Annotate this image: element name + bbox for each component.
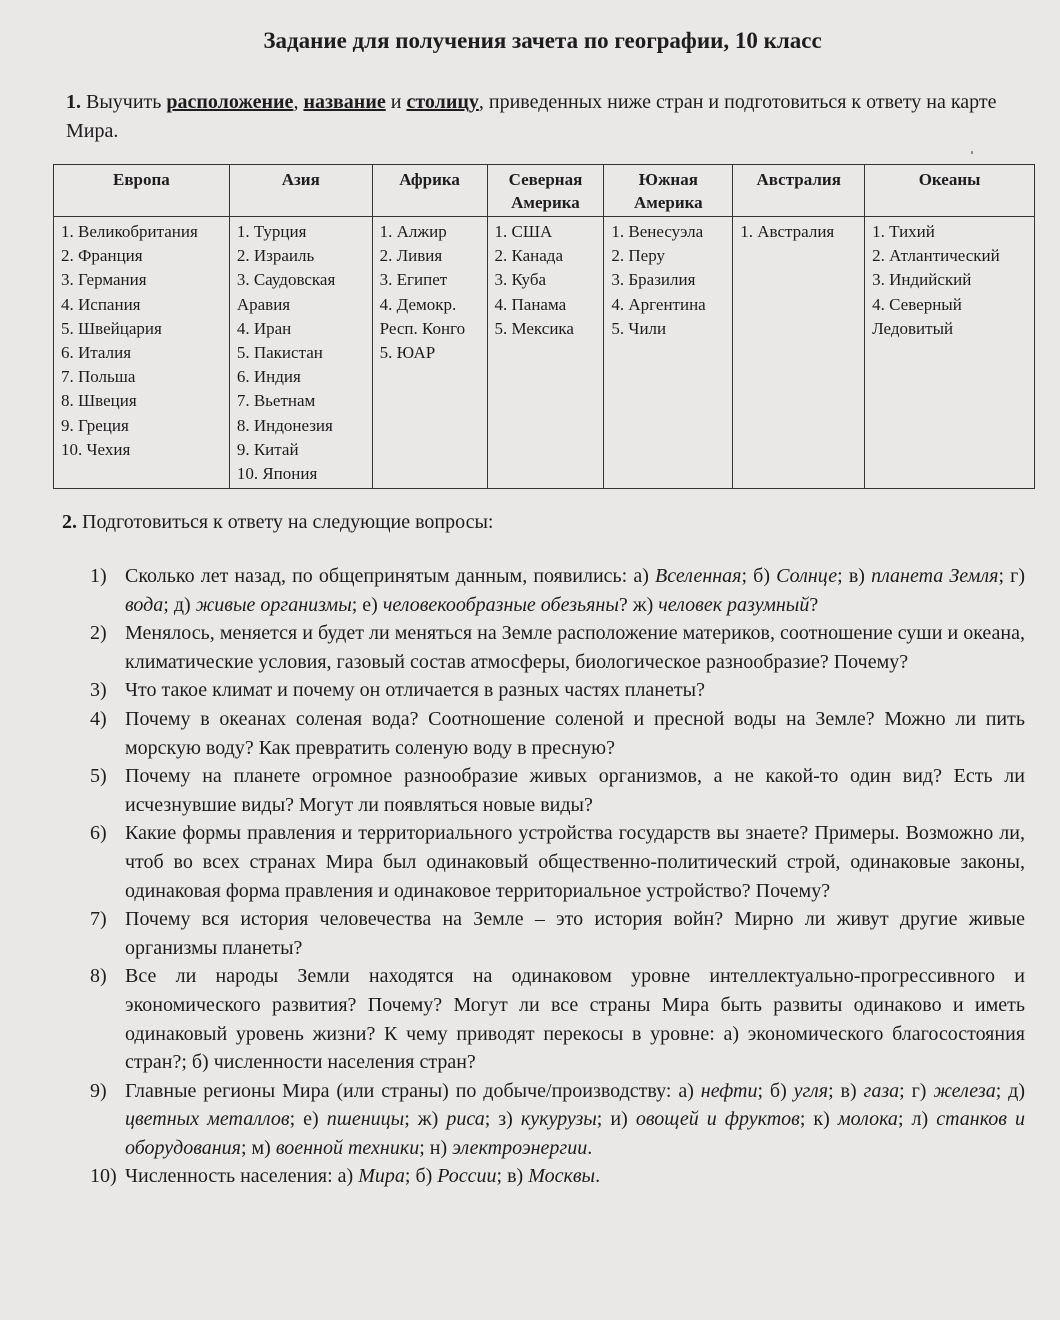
- question-italic-term: Солнце: [776, 565, 838, 587]
- question-text: Что такое климат и почему он отличается в разных частях планеты?: [125, 679, 705, 702]
- table-row: [54, 217, 1035, 489]
- country-item: 6. Индия: [236, 367, 301, 387]
- country-item: 9. Китай: [236, 439, 299, 459]
- question-number: 3): [90, 679, 107, 702]
- country-item: 5. Мексика: [494, 318, 574, 338]
- question-italic-term: молока: [837, 1108, 898, 1131]
- question-text: ; д): [995, 1079, 1025, 1102]
- country-item: 2. Франция: [61, 246, 143, 266]
- question-italic-term: Москвы: [528, 1165, 596, 1188]
- section-1-text: Выучить: [81, 91, 167, 113]
- header-north-america: Северная Америка: [487, 165, 604, 217]
- question-item: [90, 562, 1025, 619]
- question-text: ; н): [419, 1136, 453, 1159]
- header-europe: Европа: [54, 165, 230, 217]
- question-text: ; б): [404, 1165, 438, 1188]
- country-item: 2. Ливия: [379, 246, 443, 266]
- pen-mark: ˌ: [969, 134, 975, 154]
- question-italic-term: вода: [125, 593, 164, 616]
- column-africa: [372, 217, 487, 489]
- column-europe: [54, 217, 230, 489]
- question-text: Почему в океанах соленая вода? Соотношение соленой и пресной воды на Земле? Можно ли пить морскую воду? Как превратить соленую воду в пресную?: [125, 707, 1025, 759]
- header-oceans: Океаны: [865, 165, 1035, 217]
- questions-list: [90, 562, 1025, 1191]
- question-item: [90, 705, 1025, 762]
- country-item: 1. Тихий: [872, 222, 935, 241]
- question-text: Почему на планете огромное разнообразие живых организмов, а не какой-то один вид? Есть ли исчезнувшие виды? Могут ли появляться новые виды?: [125, 765, 1025, 816]
- country-item: 1. Великобритания: [61, 222, 198, 241]
- question-text: Сколько лет назад, по общепринятым данным, появились: а): [125, 565, 656, 587]
- question-text: .: [595, 1165, 601, 1188]
- question-item: [90, 1162, 1025, 1191]
- country-item: 5. Чили: [611, 318, 667, 338]
- question-item: [90, 905, 1025, 962]
- section-1: [66, 88, 1031, 146]
- question-number: 2): [90, 622, 107, 645]
- question-text: Все ли народы Земли находятся на одинаковом уровне интеллектуально-прогрессивного и экономического развития? Почему? Могут ли все страны Мира быть развиты одинаково и иметь одинаковый уровень жизни? К чему приводят перекосы в уровне: а) экономического благосостояния стран?; б) численности населения стран?: [125, 965, 1025, 1074]
- section-2: [62, 511, 493, 534]
- question-italic-term: железа: [933, 1079, 996, 1102]
- question-italic-term: человекообразные обезьяны: [382, 593, 619, 616]
- question-item: [90, 762, 1025, 819]
- question-text: ; г): [899, 1079, 934, 1102]
- question-text: Какие формы правления и территориального устройства государств вы знаете? Примеры. Возможно ли, чтоб во всех странах Мира был одинаковый общественно-политический строй, одинаковые законы, одинаковая форма правления и одинаковое территориальное устройство? Почему?: [125, 822, 1025, 902]
- question-italic-term: риса: [446, 1108, 485, 1131]
- section-1-text: , приведенных ниже стран и подготовиться к ответу на карте Мира.: [66, 91, 997, 142]
- question-text: ; б): [741, 565, 777, 587]
- country-item: 7. Вьетнам: [236, 391, 316, 411]
- country-item: 2. Канада: [494, 246, 563, 266]
- country-item: 1. США: [494, 222, 553, 241]
- country-item: 4. Северный Ледовитый: [872, 294, 962, 338]
- country-item: 4. Иран: [236, 318, 292, 338]
- page-title: Задание для получения зачета по географии, 10 класс: [263, 28, 822, 53]
- question-text: Численность населения: а): [125, 1165, 359, 1188]
- section-1-text: и: [385, 91, 407, 113]
- column-oceans: [865, 217, 1035, 489]
- question-text: .: [587, 1136, 593, 1159]
- section-2-text: Подготовиться к ответу на следующие вопросы:: [77, 511, 494, 533]
- question-text: ; д): [163, 593, 196, 616]
- header-australia: Австралия: [733, 165, 865, 217]
- country-item: 4. Демокр. Респ. Конго: [379, 294, 466, 338]
- country-item: 2. Перу: [611, 246, 665, 266]
- question-text: ; е): [351, 593, 383, 616]
- country-item: 6. Италия: [61, 343, 132, 363]
- country-item: 4. Панама: [494, 294, 567, 314]
- header-asia: Азия: [229, 165, 372, 217]
- underlined-capital: столицу: [406, 91, 479, 113]
- question-italic-term: живые организмы: [195, 593, 352, 616]
- country-item: 2. Израиль: [236, 246, 315, 266]
- question-text: Главные регионы Мира (или страны) по добыче/производству: а): [125, 1079, 701, 1102]
- question-italic-term: овощей и фруктов: [635, 1108, 800, 1131]
- question-italic-term: газа: [863, 1079, 900, 1102]
- question-text: ; в): [828, 1079, 864, 1102]
- question-text: ; в): [837, 565, 872, 587]
- header-africa: Африка: [372, 165, 487, 217]
- question-text: ; ж): [404, 1108, 447, 1131]
- question-number: 6): [90, 822, 107, 845]
- country-item: 8. Индонезия: [236, 415, 333, 435]
- question-text: Почему вся история человечества на Земле – это история войн? Мирно ли живут другие живые организмы планеты?: [125, 908, 1025, 959]
- question-text: ; г): [998, 565, 1026, 587]
- question-number: 5): [90, 765, 107, 788]
- question-number: 10): [90, 1165, 117, 1188]
- question-number: 8): [90, 965, 107, 988]
- question-text: ?: [809, 593, 819, 616]
- country-item: 5. Пакистан: [236, 343, 323, 363]
- question-italic-term: цветных металлов: [125, 1108, 290, 1131]
- underlined-location: расположение: [166, 91, 294, 113]
- underlined-name: название: [303, 91, 386, 113]
- question-italic-term: электроэнергии: [452, 1136, 588, 1159]
- question-item: [90, 619, 1025, 676]
- header-south-america: Южная Америка: [604, 165, 733, 217]
- question-italic-term: нефти: [700, 1079, 758, 1102]
- country-item: 9. Греция: [61, 415, 129, 435]
- country-item: 1. Венесуэла: [611, 222, 704, 241]
- country-item: 3. Египет: [379, 270, 448, 290]
- country-item: 3. Германия: [61, 270, 147, 290]
- question-italic-term: пшеницы: [326, 1108, 405, 1131]
- country-item: 4. Испания: [61, 294, 141, 314]
- question-text: ; в): [496, 1165, 529, 1188]
- question-italic-term: кукурузы: [520, 1108, 597, 1131]
- question-text: ; к): [799, 1108, 838, 1131]
- country-item: 3. Бразилия: [611, 270, 696, 290]
- question-italic-term: станков и оборудования: [125, 1108, 1026, 1159]
- country-item: 3. Куба: [494, 270, 547, 290]
- column-north-america: [487, 217, 604, 489]
- country-item: 7. Польша: [61, 367, 136, 387]
- country-item: 3. Индийский: [872, 270, 972, 290]
- question-italic-term: угля: [793, 1079, 829, 1102]
- question-number: 9): [90, 1079, 107, 1102]
- question-text: ; е): [289, 1108, 327, 1131]
- question-text: Менялось, меняется и будет ли меняться на Земле расположение материков, соотношение суши и океана, климатические условия, газовый состав атмосферы, биологическое разнообразие? Почему?: [125, 622, 1025, 673]
- question-text: ; з): [484, 1108, 521, 1131]
- column-asia: [229, 217, 372, 489]
- question-text: ; б): [757, 1079, 794, 1102]
- question-number: 1): [90, 565, 107, 587]
- country-item: 3. Саудовская Аравия: [236, 270, 336, 314]
- country-item: 1. Турция: [236, 222, 307, 241]
- column-australia: [733, 217, 865, 489]
- question-text: ; л): [897, 1108, 937, 1131]
- column-south-america: [604, 217, 733, 489]
- question-italic-term: человек разумный: [658, 593, 810, 616]
- question-item: [90, 1077, 1025, 1163]
- country-item: 4. Аргентина: [611, 294, 706, 314]
- question-item: [90, 676, 1025, 705]
- question-italic-term: военной техники: [275, 1136, 420, 1159]
- table-header-row: [54, 165, 1035, 217]
- countries-table: [53, 164, 1035, 489]
- country-item: 2. Атлантический: [872, 246, 1000, 266]
- country-item: 10. Чехия: [61, 439, 131, 459]
- question-italic-term: Вселенная: [655, 565, 742, 587]
- question-number: 7): [90, 908, 107, 931]
- question-item: [90, 819, 1025, 905]
- question-italic-term: России: [437, 1165, 497, 1188]
- question-text: ? ж): [618, 593, 659, 616]
- country-item: 1. Алжир: [379, 222, 447, 241]
- country-item: 8. Швеция: [61, 391, 137, 411]
- question-item: [90, 962, 1025, 1076]
- section-1-number: 1.: [66, 91, 81, 113]
- question-number: 4): [90, 707, 107, 730]
- question-italic-term: планета Земля: [871, 565, 999, 587]
- section-2-number: 2.: [62, 511, 77, 533]
- question-text: ; и): [596, 1108, 636, 1131]
- country-item: 5. Швейцария: [61, 318, 162, 338]
- country-item: 5. ЮАР: [379, 343, 436, 363]
- country-item: 1. Австралия: [740, 222, 835, 241]
- country-item: 10. Япония: [236, 464, 318, 484]
- question-text: ; м): [240, 1136, 276, 1159]
- section-1-text: ,: [293, 91, 304, 113]
- question-italic-term: Мира: [358, 1165, 405, 1188]
